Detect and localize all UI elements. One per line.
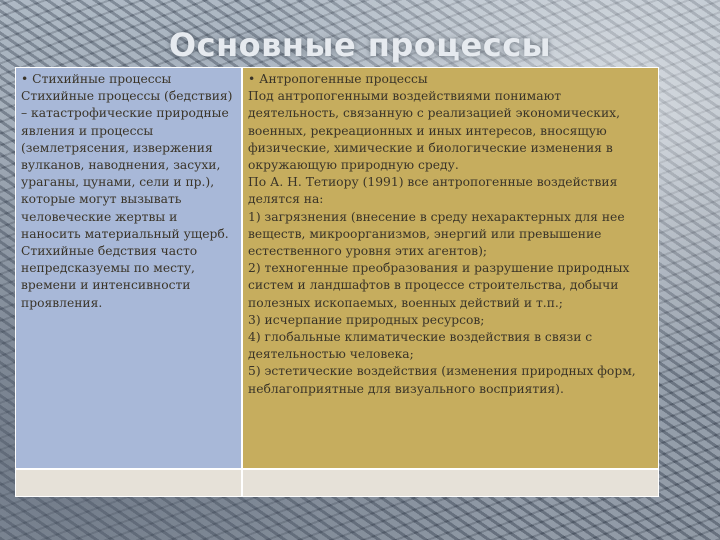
classification-item-1: 1) загрязнения (внесение в среду нехарактерных для нее веществ, микроорганизмов, энергий или превышение естественного уровня этих агентов); <box>248 209 625 259</box>
natural-processes-cell <box>16 68 241 468</box>
natural-processes-text: Стихийные процессы (бедствия) – катастрофические природные явления и процессы (землетрясения, извержения вулканов, наводнения, засухи, ураганы, цунами, сели и пр.), которые могут вызывать человеческие жертвы и наносить материальный ущерб. Стихийные бедствия часто непредсказуемы по месту, времени и интенсивности проявления. <box>21 89 233 310</box>
empty-cell-right <box>243 470 658 496</box>
classification-intro: По А. Н. Тетиору (1991) все антропогенные воздействия делятся на: <box>248 175 618 207</box>
classification-item-4: 4) глобальные климатические воздействия в связи с деятельностью человека; <box>248 330 593 362</box>
empty-cell-left <box>16 470 241 496</box>
anthropogenic-processes-heading: • Антропогенные процессы <box>248 72 428 86</box>
natural-processes-heading: • Стихийные процессы <box>21 72 172 86</box>
process-table <box>16 68 658 496</box>
anthropogenic-processes-cell <box>243 68 658 468</box>
slide-title: Основные процессы <box>168 26 552 64</box>
anthropogenic-definition: Под антропогенными воздействиями понимают деятельность, связанную с реализацией экономических, военных, рекреационных и иных интересов, вносящую физические, химические и биологические изменения в окружающую природную среду. <box>248 89 621 173</box>
classification-item-2: 2) техногенные преобразования и разрушение природных систем и ландшафтов в процессе строительства, добычи полезных ископаемых, военных действий и т.п.; <box>248 261 630 310</box>
classification-item-5: 5) эстетические воздействия (изменения природных форм, неблагоприятные для визуального восприятия). <box>248 364 636 396</box>
classification-item-3: 3) исчерпание природных ресурсов; <box>248 312 485 327</box>
